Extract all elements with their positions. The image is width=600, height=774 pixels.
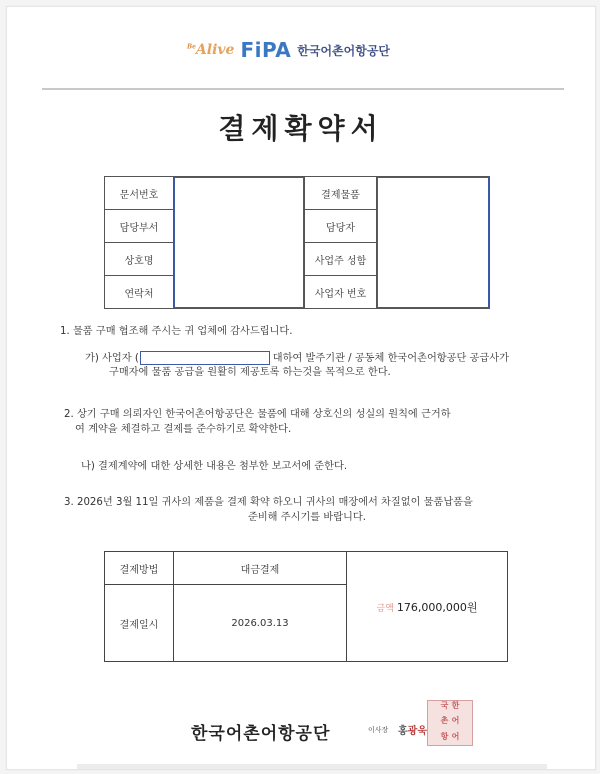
document-title: 결제확약서 — [218, 112, 384, 145]
label-doc-number: 문서번호 — [105, 177, 174, 210]
paragraph-3-line2: 준비해 주시기를 바랍니다. — [248, 512, 366, 523]
logo-alive: $^{Be}$Alive — [187, 42, 235, 58]
label-payment-method: 결제방법 — [105, 552, 174, 585]
paragraph-1: 1. 물품 구매 협조해 주시는 귀 업체에 감사드립니다. — [60, 326, 293, 337]
left-values-cell — [174, 177, 305, 309]
signer-name: 홍광욱 — [398, 726, 427, 737]
payment-method-value: 대금결제 — [174, 552, 347, 585]
label-payment-date: 결제일시 — [105, 585, 174, 662]
label-business-number: 사업자 번호 — [305, 276, 377, 309]
redacted-box-left — [174, 177, 304, 308]
amount-value: 176,000,000원 — [396, 600, 478, 614]
footer-org-name: 한국어촌어항공단 — [191, 724, 331, 744]
label-payment-item: 결제물품 — [305, 177, 377, 210]
table-row — [105, 552, 508, 585]
label-department: 담당부서 — [105, 210, 174, 243]
logo — [187, 35, 390, 65]
payment-table — [104, 551, 508, 662]
label-owner-name: 사업주 성함 — [305, 243, 377, 276]
logo-org-name: 한국어촌어항공단 — [297, 43, 391, 58]
info-table — [104, 176, 490, 309]
logo-fipa: FiPA — [240, 38, 292, 62]
table-row — [105, 177, 490, 210]
payment-date-value: 2026.03.13 — [174, 585, 347, 662]
right-values-cell — [377, 177, 490, 309]
header-divider — [42, 88, 564, 90]
document-page — [6, 6, 596, 770]
amount-cell — [347, 552, 508, 662]
redacted-box-right — [377, 177, 489, 308]
paragraph-2-line2: 여 계약을 체결하고 결제를 준수하기로 확약한다. — [75, 424, 292, 435]
paragraph-1a: 가) 사업자 ( 대하여 발주기관 / 공동체 한국어촌어항공단 공급사가 — [85, 353, 509, 364]
paragraph-3: 3. 2026년 3월 11일 귀사의 제품을 결제 확약 하오니 귀사의 매장에서 차질없이 물품납품을 — [64, 497, 473, 508]
official-seal-icon: 한국 어촌 어항 — [427, 700, 473, 746]
paragraph-2b: 나) 결제계약에 대한 상세한 내용은 첨부한 보고서에 준한다. — [81, 461, 348, 472]
label-contact: 연락처 — [105, 276, 174, 309]
label-person-in-charge: 담당자 — [305, 210, 377, 243]
paragraph-2: 2. 상기 구매 의뢰자인 한국어촌어항공단은 물품에 대해 상호신의 성실의 원칙에 근거하 — [64, 409, 451, 420]
label-company-name: 상호명 — [105, 243, 174, 276]
amount-label: 금액 — [376, 603, 394, 614]
bottom-watermark — [77, 764, 547, 769]
signer-title: 이사장 — [368, 726, 389, 734]
paragraph-1a-line2: 구매자에 물품 공급을 원활히 제공토록 하는것을 목적으로 한다. — [109, 367, 391, 378]
redacted-company — [140, 351, 270, 365]
